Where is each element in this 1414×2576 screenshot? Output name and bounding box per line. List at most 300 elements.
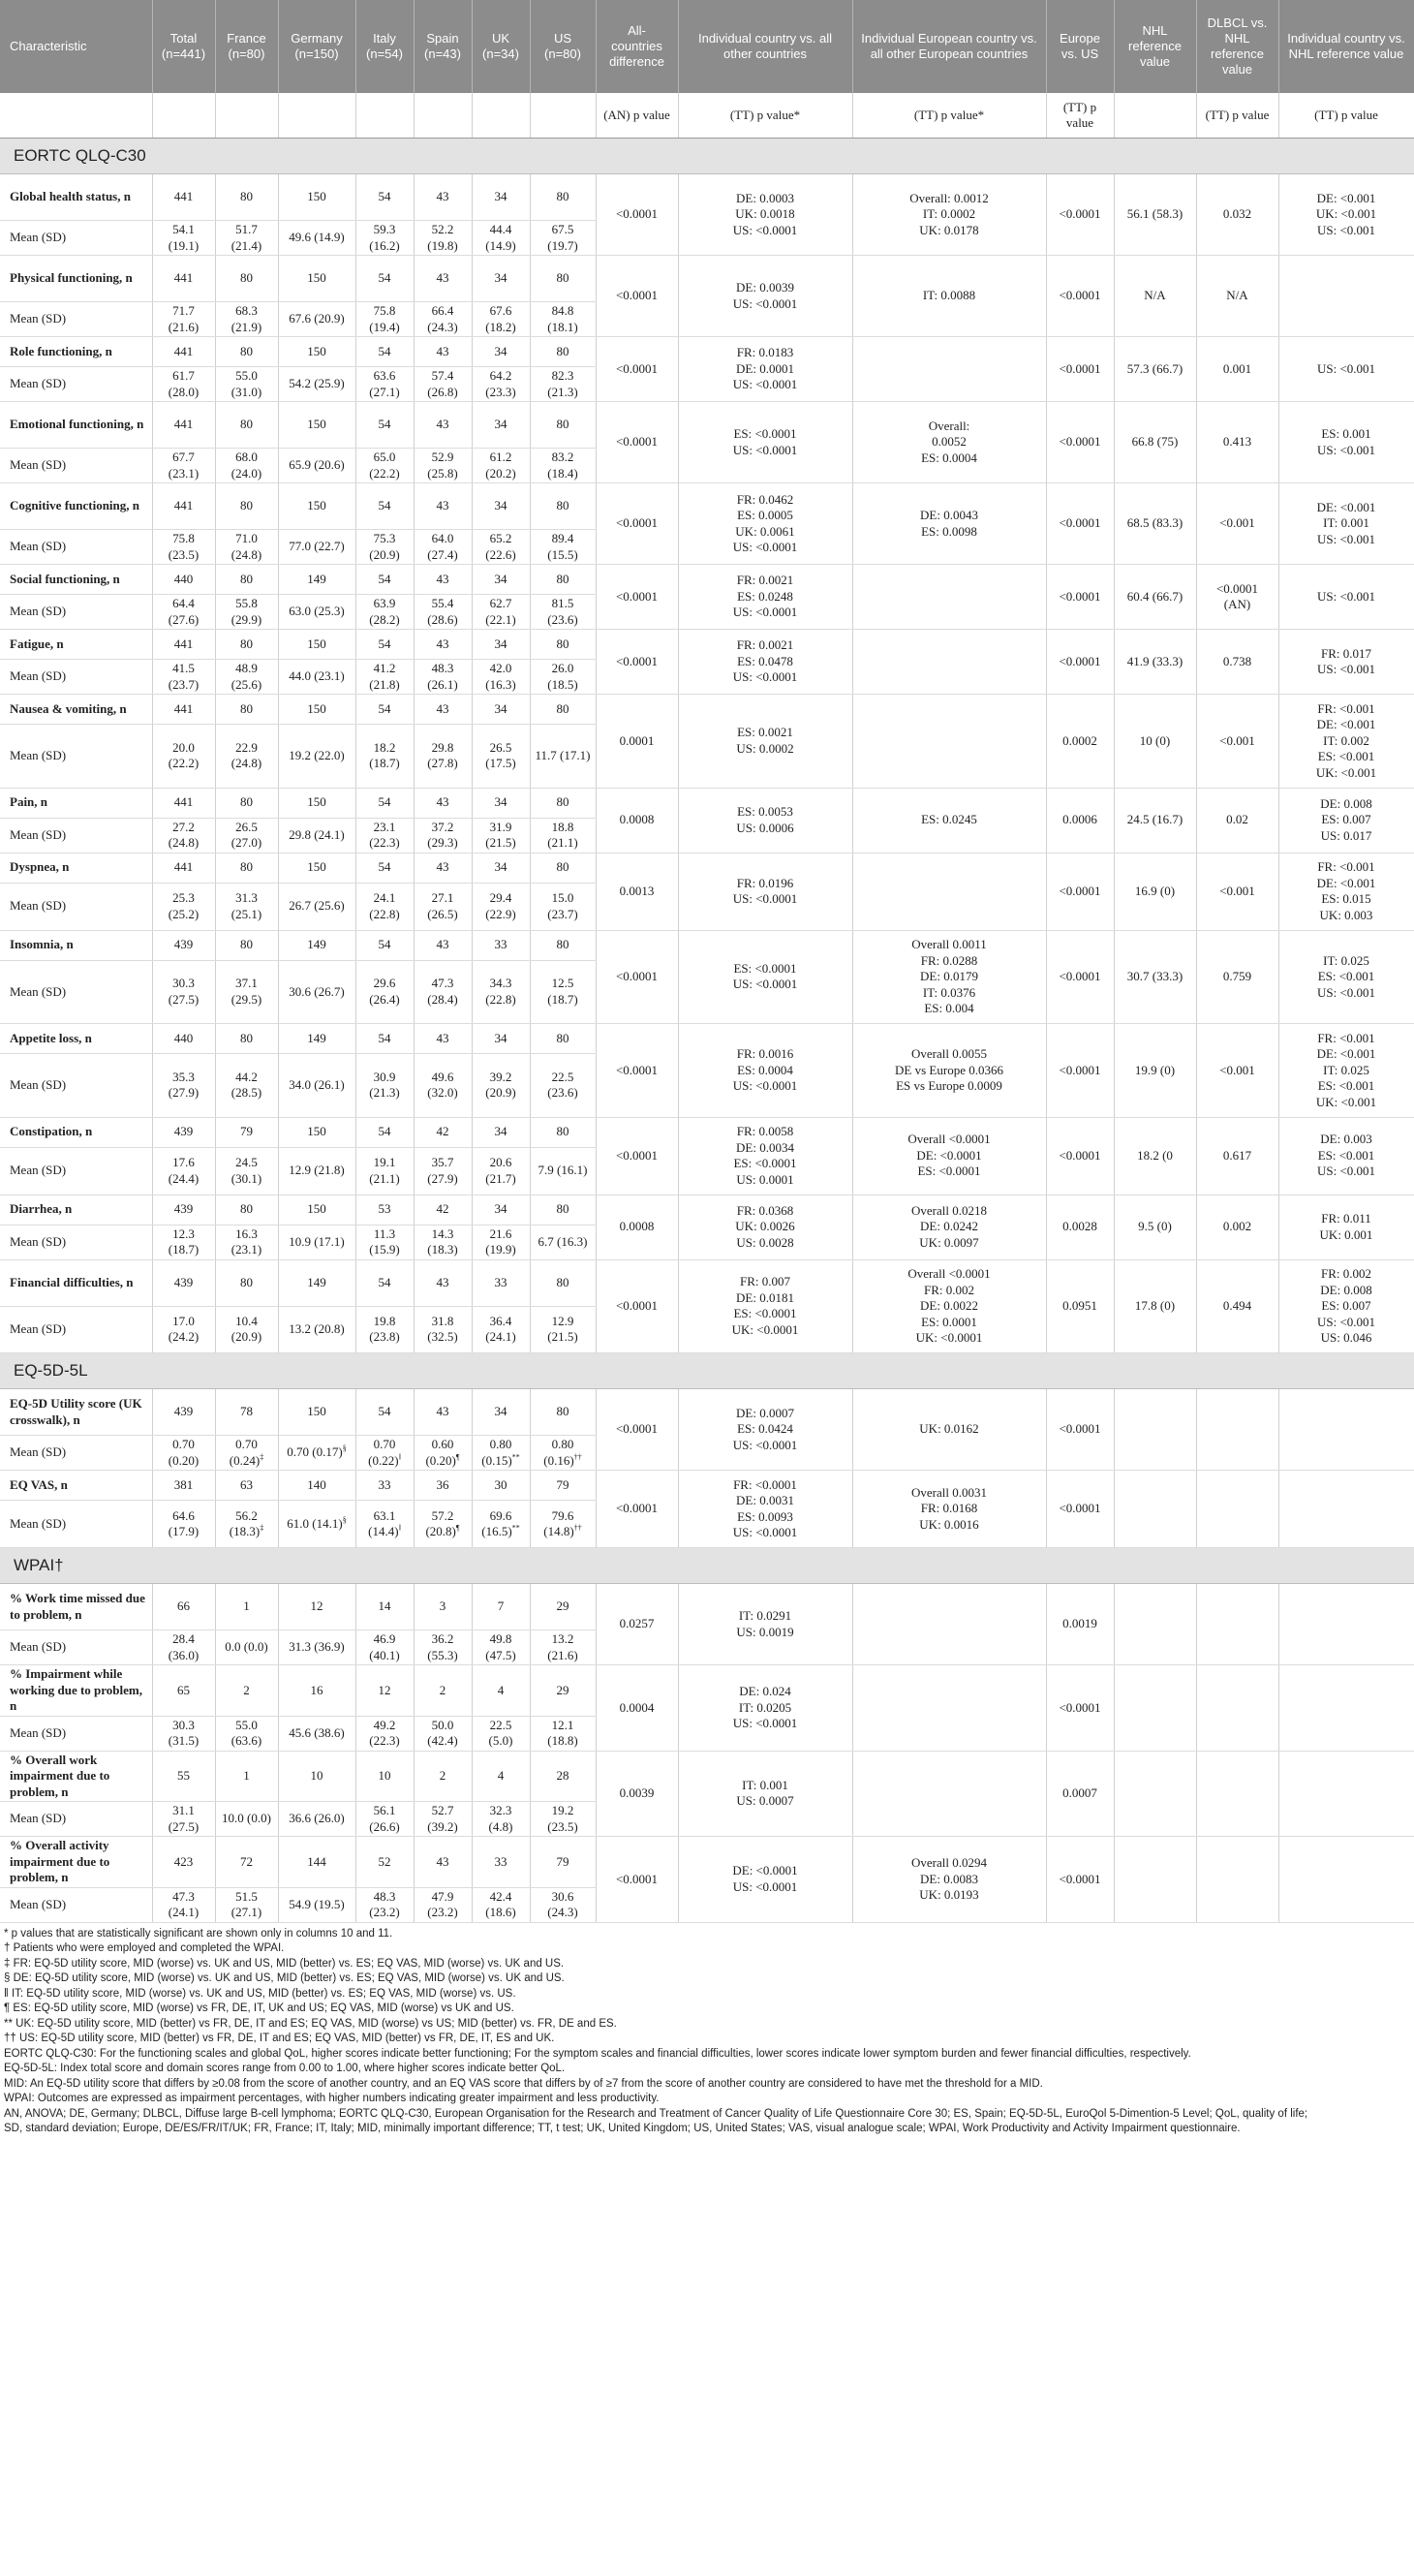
mean-sd-cell: 17.6 (24.4) xyxy=(152,1147,215,1195)
mean-sd-cell: 61.2 (20.2) xyxy=(472,449,530,483)
n-cell: 43 xyxy=(414,695,472,725)
mean-sd-cell: 44.4 (14.9) xyxy=(472,221,530,256)
n-cell: 54 xyxy=(355,256,414,302)
n-cell: 80 xyxy=(215,853,278,883)
n-cell: 80 xyxy=(530,1389,596,1436)
mean-sd-cell: 21.6 (19.9) xyxy=(472,1225,530,1259)
mean-sd-cell: 56.1 (26.6) xyxy=(355,1802,414,1837)
mean-sd-cell: 46.9 (40.1) xyxy=(355,1630,414,1665)
p-value-cell: Overall <0.0001 DE: <0.0001 ES: <0.0001 xyxy=(852,1117,1046,1195)
p-value-cell xyxy=(1196,1584,1278,1665)
p-value-cell xyxy=(852,565,1046,630)
p-value-cell: <0.001 xyxy=(1196,1024,1278,1118)
p-value-cell: 30.7 (33.3) xyxy=(1114,930,1196,1024)
mean-sd-cell: 84.8 (18.1) xyxy=(530,302,596,337)
mean-sd-cell: 6.7 (16.3) xyxy=(530,1225,596,1259)
mean-label: Mean (SD) xyxy=(0,1225,152,1259)
p-value-cell: <0.0001 xyxy=(596,1024,678,1118)
p-value-cell: 0.0039 xyxy=(596,1751,678,1837)
p-value-cell: FR: <0.001 DE: <0.001 ES: 0.015 UK: 0.003 xyxy=(1278,853,1414,930)
mean-label: Mean (SD) xyxy=(0,725,152,789)
p-value-cell: <0.0001 xyxy=(1046,853,1114,930)
mean-sd-cell: 41.2 (21.8) xyxy=(355,660,414,695)
mean-label: Mean (SD) xyxy=(0,302,152,337)
row-label: % Work time missed due to problem, n xyxy=(0,1584,152,1630)
mean-sd-cell: 69.6 (16.5)** xyxy=(472,1501,530,1548)
p-value-cell: 0.0019 xyxy=(1046,1584,1114,1665)
p-value-cell: 0.0002 xyxy=(1046,695,1114,789)
column-header: Individual country vs. all other countries xyxy=(678,0,852,93)
mean-sd-cell: 65.0 (22.2) xyxy=(355,449,414,483)
n-cell: 30 xyxy=(472,1471,530,1501)
mean-sd-cell: 36.6 (26.0) xyxy=(278,1802,355,1837)
p-value-cell: N/A xyxy=(1196,256,1278,337)
p-value-cell: <0.0001 xyxy=(1046,483,1114,565)
column-subheader: (TT) p value xyxy=(1196,93,1278,139)
p-value-cell: 0.0257 xyxy=(596,1584,678,1665)
p-value-cell: FR: 0.011 UK: 0.001 xyxy=(1278,1195,1414,1259)
n-cell: 1 xyxy=(215,1751,278,1802)
n-cell: 43 xyxy=(414,930,472,960)
n-cell: 33 xyxy=(472,930,530,960)
row-label: Fatigue, n xyxy=(0,630,152,660)
n-cell: 34 xyxy=(472,630,530,660)
column-header: UK (n=34) xyxy=(472,0,530,93)
mean-label: Mean (SD) xyxy=(0,1630,152,1665)
mean-sd-cell: 31.1 (27.5) xyxy=(152,1802,215,1837)
mean-sd-cell: 36.4 (24.1) xyxy=(472,1306,530,1353)
n-cell: 34 xyxy=(472,853,530,883)
column-header: Italy (n=54) xyxy=(355,0,414,93)
column-subheader xyxy=(472,93,530,139)
n-cell: 54 xyxy=(355,930,414,960)
row-label: Role functioning, n xyxy=(0,337,152,367)
n-cell: 54 xyxy=(355,1259,414,1306)
table-row xyxy=(0,853,1414,883)
p-value-cell: <0.0001 xyxy=(1046,565,1114,630)
p-value-cell: DE: 0.0007 ES: 0.0424 US: <0.0001 xyxy=(678,1389,852,1471)
n-cell: 150 xyxy=(278,174,355,221)
p-value-cell: <0.0001 xyxy=(1046,1389,1114,1471)
n-cell: 80 xyxy=(215,930,278,960)
p-value-cell: DE: <0.001 IT: 0.001 US: <0.001 xyxy=(1278,483,1414,565)
n-cell: 34 xyxy=(472,695,530,725)
n-cell: 80 xyxy=(215,174,278,221)
n-cell: 80 xyxy=(215,483,278,530)
p-value-cell: FR: 0.0021 ES: 0.0478 US: <0.0001 xyxy=(678,630,852,695)
p-value-cell: <0.0001 xyxy=(596,1389,678,1471)
mean-sd-cell: 26.0 (18.5) xyxy=(530,660,596,695)
p-value-cell: <0.0001 xyxy=(1046,1837,1114,1923)
n-cell: 34 xyxy=(472,1117,530,1147)
mean-sd-cell: 0.70 (0.22)‖ xyxy=(355,1436,414,1471)
mean-sd-cell: 0.70 (0.20) xyxy=(152,1436,215,1471)
n-cell: 63 xyxy=(215,1471,278,1501)
p-value-cell: ES: 0.0245 xyxy=(852,788,1046,853)
n-cell: 34 xyxy=(472,1389,530,1436)
p-value-cell: IT: 0.0291 US: 0.0019 xyxy=(678,1584,852,1665)
mean-sd-cell: 22.5 (23.6) xyxy=(530,1054,596,1118)
n-cell: 80 xyxy=(530,930,596,960)
mean-sd-cell: 30.6 (24.3) xyxy=(530,1887,596,1922)
row-label: Nausea & vomiting, n xyxy=(0,695,152,725)
n-cell: 72 xyxy=(215,1837,278,1888)
p-value-cell: DE: 0.008 ES: 0.007 US: 0.017 xyxy=(1278,788,1414,853)
n-cell: 34 xyxy=(472,565,530,595)
mean-sd-cell: 25.3 (25.2) xyxy=(152,883,215,930)
n-cell: 80 xyxy=(530,256,596,302)
p-value-cell: DE: <0.0001 US: <0.0001 xyxy=(678,1837,852,1923)
column-header: Characteristic xyxy=(0,0,152,93)
n-cell: 150 xyxy=(278,483,355,530)
p-value-cell xyxy=(1114,1584,1196,1665)
section-row xyxy=(0,139,1414,174)
table-row xyxy=(0,1024,1414,1054)
n-cell: 12 xyxy=(278,1584,355,1630)
n-cell: 440 xyxy=(152,1024,215,1054)
mean-sd-cell: 31.3 (25.1) xyxy=(215,883,278,930)
p-value-cell xyxy=(1114,1665,1196,1752)
p-value-cell: 16.9 (0) xyxy=(1114,853,1196,930)
mean-sd-cell: 48.9 (25.6) xyxy=(215,660,278,695)
column-header: Germany (n=150) xyxy=(278,0,355,93)
p-value-cell: <0.0001 xyxy=(1046,256,1114,337)
column-subheader: (AN) p value xyxy=(596,93,678,139)
n-cell: 34 xyxy=(472,337,530,367)
n-cell: 36 xyxy=(414,1471,472,1501)
p-value-cell: <0.0001 xyxy=(1046,1665,1114,1752)
p-value-cell: 0.617 xyxy=(1196,1117,1278,1195)
mean-sd-cell: 47.3 (28.4) xyxy=(414,960,472,1024)
mean-sd-cell: 0.80 (0.16)†† xyxy=(530,1436,596,1471)
n-cell: 34 xyxy=(472,174,530,221)
mean-sd-cell: 75.8 (19.4) xyxy=(355,302,414,337)
mean-sd-cell: 64.4 (27.6) xyxy=(152,595,215,630)
row-label: Insomnia, n xyxy=(0,930,152,960)
p-value-cell: FR: 0.017 US: <0.001 xyxy=(1278,630,1414,695)
mean-label: Mean (SD) xyxy=(0,1716,152,1751)
p-value-cell: FR: 0.007 DE: 0.0181 ES: <0.0001 UK: <0.0001 xyxy=(678,1259,852,1353)
p-value-cell: Overall 0.0031 FR: 0.0168 UK: 0.0016 xyxy=(852,1471,1046,1548)
n-cell: 80 xyxy=(215,630,278,660)
mean-sd-cell: 67.6 (18.2) xyxy=(472,302,530,337)
p-value-cell: 56.1 (58.3) xyxy=(1114,174,1196,256)
p-value-cell: <0.0001 xyxy=(596,1259,678,1353)
p-value-cell: FR: 0.0016 ES: 0.0004 US: <0.0001 xyxy=(678,1024,852,1118)
n-cell: 80 xyxy=(530,1195,596,1225)
n-cell: 80 xyxy=(215,1259,278,1306)
n-cell: 80 xyxy=(530,695,596,725)
n-cell: 54 xyxy=(355,565,414,595)
footnote-line: ‡ FR: EQ-5D utility score, MID (worse) vs. UK and US, MID (better) vs. ES; EQ VAS, MID (worse) vs. UK and US. xyxy=(4,1957,565,1970)
mean-sd-cell: 17.0 (24.2) xyxy=(152,1306,215,1353)
p-value-cell xyxy=(1278,1751,1414,1837)
mean-sd-cell: 54.2 (25.9) xyxy=(278,367,355,402)
p-value-cell: 17.8 (0) xyxy=(1114,1259,1196,1353)
n-cell: 441 xyxy=(152,337,215,367)
mean-sd-cell: 0.70 (0.24)‡ xyxy=(215,1436,278,1471)
n-cell: 42 xyxy=(414,1195,472,1225)
mean-label: Mean (SD) xyxy=(0,1802,152,1837)
mean-sd-cell: 26.5 (17.5) xyxy=(472,725,530,789)
p-value-cell: <0.0001 xyxy=(1046,402,1114,483)
n-cell: 80 xyxy=(215,695,278,725)
row-label: % Overall work impairment due to problem, n xyxy=(0,1751,152,1802)
mean-sd-cell: 68.3 (21.9) xyxy=(215,302,278,337)
mean-sd-cell: 19.2 (23.5) xyxy=(530,1802,596,1837)
p-value-cell: UK: 0.0162 xyxy=(852,1389,1046,1471)
p-value-cell: <0.0001 xyxy=(1046,337,1114,402)
mean-sd-cell: 63.9 (28.2) xyxy=(355,595,414,630)
mean-sd-cell: 82.3 (21.3) xyxy=(530,367,596,402)
n-cell: 33 xyxy=(472,1259,530,1306)
column-subheader: (TT) p value xyxy=(1046,93,1114,139)
n-cell: 34 xyxy=(472,1195,530,1225)
n-cell: 140 xyxy=(278,1471,355,1501)
p-value-cell: DE: 0.0003 UK: 0.0018 US: <0.0001 xyxy=(678,174,852,256)
p-value-cell: 0.0951 xyxy=(1046,1259,1114,1353)
mean-sd-cell: 71.7 (21.6) xyxy=(152,302,215,337)
p-value-cell: 0.0004 xyxy=(596,1665,678,1752)
p-value-cell xyxy=(852,1665,1046,1752)
mean-sd-cell: 31.8 (32.5) xyxy=(414,1306,472,1353)
p-value-cell: FR: 0.0021 ES: 0.0248 US: <0.0001 xyxy=(678,565,852,630)
p-value-cell: 0.738 xyxy=(1196,630,1278,695)
table-row xyxy=(0,1389,1414,1436)
n-cell: 441 xyxy=(152,788,215,818)
n-cell: 439 xyxy=(152,1389,215,1436)
n-cell: 439 xyxy=(152,1117,215,1147)
table-row xyxy=(0,788,1414,818)
p-value-cell: 0.413 xyxy=(1196,402,1278,483)
footnotes xyxy=(0,1923,1414,2137)
n-cell: 54 xyxy=(355,1389,414,1436)
n-cell: 80 xyxy=(215,1024,278,1054)
p-value-cell: 0.032 xyxy=(1196,174,1278,256)
mean-sd-cell: 64.6 (17.9) xyxy=(152,1501,215,1548)
n-cell: 381 xyxy=(152,1471,215,1501)
mean-sd-cell: 44.0 (23.1) xyxy=(278,660,355,695)
mean-sd-cell: 12.5 (18.7) xyxy=(530,960,596,1024)
p-value-cell xyxy=(1114,1389,1196,1471)
n-cell: 42 xyxy=(414,1117,472,1147)
n-cell: 80 xyxy=(215,788,278,818)
mean-sd-cell: 75.8 (23.5) xyxy=(152,530,215,565)
p-value-cell: IT: 0.001 US: 0.0007 xyxy=(678,1751,852,1837)
n-cell: 54 xyxy=(355,174,414,221)
p-value-cell: <0.0001 xyxy=(596,256,678,337)
p-value-cell xyxy=(1196,1837,1278,1923)
p-value-cell: Overall: 0.0052 ES: 0.0004 xyxy=(852,402,1046,483)
n-cell: 441 xyxy=(152,695,215,725)
column-subheader xyxy=(215,93,278,139)
table-row xyxy=(0,1751,1414,1802)
mean-sd-cell: 34.3 (22.8) xyxy=(472,960,530,1024)
p-value-cell: 0.0008 xyxy=(596,1195,678,1259)
mean-sd-cell: 0.70 (0.17)§ xyxy=(278,1436,355,1471)
mean-sd-cell: 22.5 (5.0) xyxy=(472,1716,530,1751)
p-value-cell: <0.0001 xyxy=(596,1471,678,1548)
mean-sd-cell: 55.0 (31.0) xyxy=(215,367,278,402)
mean-label: Mean (SD) xyxy=(0,1054,152,1118)
mean-sd-cell: 37.2 (29.3) xyxy=(414,818,472,853)
table-header-row xyxy=(0,0,1414,93)
footnote-line: ‖ IT: EQ-5D utility score, MID (worse) vs. UK and US, MID (better) vs. ES; EQ VAS, MID (worse) vs. US. xyxy=(4,1987,516,2000)
mean-sd-cell: 36.2 (55.3) xyxy=(414,1630,472,1665)
mean-sd-cell: 7.9 (16.1) xyxy=(530,1147,596,1195)
n-cell: 12 xyxy=(355,1665,414,1717)
n-cell: 80 xyxy=(530,174,596,221)
footnote-line: * p values that are statistically significant are shown only in columns 10 and 11. xyxy=(4,1927,393,1940)
mean-sd-cell: 42.4 (18.6) xyxy=(472,1887,530,1922)
p-value-cell: FR: 0.0196 US: <0.0001 xyxy=(678,853,852,930)
n-cell: 150 xyxy=(278,256,355,302)
mean-sd-cell: 77.0 (22.7) xyxy=(278,530,355,565)
n-cell: 440 xyxy=(152,565,215,595)
footnote-line: SD, standard deviation; Europe, DE/ES/FR/IT/UK; FR, France; IT, Italy; MID, minimally important difference; TT, t test; UK, United Kingdom; US, United States; VAS, visual analogue scale; WPAI, Work Productivity and Activity Impairment questionnaire. xyxy=(4,2123,1241,2134)
mean-sd-cell: 55.8 (29.9) xyxy=(215,595,278,630)
n-cell: 80 xyxy=(530,337,596,367)
mean-sd-cell: 23.1 (22.3) xyxy=(355,818,414,853)
n-cell: 7 xyxy=(472,1584,530,1630)
p-value-cell xyxy=(852,630,1046,695)
mean-label: Mean (SD) xyxy=(0,1147,152,1195)
mean-sd-cell: 61.0 (14.1)§ xyxy=(278,1501,355,1548)
table-row xyxy=(0,174,1414,221)
mean-sd-cell: 55.0 (63.6) xyxy=(215,1716,278,1751)
mean-sd-cell: 45.6 (38.6) xyxy=(278,1716,355,1751)
n-cell: 54 xyxy=(355,1117,414,1147)
p-value-cell: FR: <0.0001 DE: 0.0031 ES: 0.0093 US: <0.0001 xyxy=(678,1471,852,1548)
mean-sd-cell: 10.4 (20.9) xyxy=(215,1306,278,1353)
p-value-cell: <0.0001 xyxy=(1046,1024,1114,1118)
p-value-cell xyxy=(852,1751,1046,1837)
mean-sd-cell: 65.9 (20.6) xyxy=(278,449,355,483)
n-cell: 441 xyxy=(152,256,215,302)
p-value-cell xyxy=(852,853,1046,930)
p-value-cell: ES: 0.0021 US: 0.0002 xyxy=(678,695,852,789)
n-cell: 34 xyxy=(472,1024,530,1054)
mean-sd-cell: 35.7 (27.9) xyxy=(414,1147,472,1195)
p-value-cell xyxy=(1196,1665,1278,1752)
p-value-cell: DE: 0.024 IT: 0.0205 US: <0.0001 xyxy=(678,1665,852,1752)
row-label: Physical functioning, n xyxy=(0,256,152,302)
mean-label: Mean (SD) xyxy=(0,367,152,402)
p-value-cell: 9.5 (0) xyxy=(1114,1195,1196,1259)
row-label: Appetite loss, n xyxy=(0,1024,152,1054)
p-value-cell: 0.494 xyxy=(1196,1259,1278,1353)
table-subheader-row xyxy=(0,93,1414,139)
n-cell: 10 xyxy=(355,1751,414,1802)
p-value-cell: <0.0001 xyxy=(1046,1117,1114,1195)
n-cell: 2 xyxy=(414,1751,472,1802)
n-cell: 441 xyxy=(152,630,215,660)
p-value-cell: FR: <0.001 DE: <0.001 IT: 0.025 ES: <0.001 UK: <0.001 xyxy=(1278,1024,1414,1118)
p-value-cell xyxy=(1196,1389,1278,1471)
n-cell: 1 xyxy=(215,1584,278,1630)
p-value-cell: 18.2 (0 xyxy=(1114,1117,1196,1195)
p-value-cell: FR: 0.0183 DE: 0.0001 US: <0.0001 xyxy=(678,337,852,402)
n-cell: 43 xyxy=(414,1389,472,1436)
p-value-cell xyxy=(1278,1665,1414,1752)
p-value-cell: <0.0001 (AN) xyxy=(1196,565,1278,630)
n-cell: 149 xyxy=(278,1259,355,1306)
p-value-cell: 0.001 xyxy=(1196,337,1278,402)
n-cell: 80 xyxy=(215,565,278,595)
mean-sd-cell: 32.3 (4.8) xyxy=(472,1802,530,1837)
n-cell: 80 xyxy=(215,1195,278,1225)
mean-label: Mean (SD) xyxy=(0,595,152,630)
p-value-cell: 24.5 (16.7) xyxy=(1114,788,1196,853)
n-cell: 33 xyxy=(355,1471,414,1501)
table-row xyxy=(0,695,1414,725)
n-cell: 441 xyxy=(152,483,215,530)
footnote-line: § DE: EQ-5D utility score, MID (worse) vs. UK and US, MID (better) vs. ES; EQ VAS, MID (worse) vs. UK and US. xyxy=(4,1972,565,1984)
mean-sd-cell: 0.60 (0.20)¶ xyxy=(414,1436,472,1471)
mean-sd-cell: 81.5 (23.6) xyxy=(530,595,596,630)
mean-sd-cell: 49.8 (47.5) xyxy=(472,1630,530,1665)
n-cell: 439 xyxy=(152,1259,215,1306)
p-value-cell xyxy=(1196,1471,1278,1548)
row-label: Global health status, n xyxy=(0,174,152,221)
mean-sd-cell: 71.0 (24.8) xyxy=(215,530,278,565)
n-cell: 54 xyxy=(355,788,414,818)
p-value-cell: 60.4 (66.7) xyxy=(1114,565,1196,630)
n-cell: 439 xyxy=(152,1195,215,1225)
n-cell: 150 xyxy=(278,630,355,660)
n-cell: 34 xyxy=(472,483,530,530)
n-cell: 29 xyxy=(530,1665,596,1717)
column-subheader: (TT) p value* xyxy=(852,93,1046,139)
n-cell: 54 xyxy=(355,853,414,883)
p-value-cell: <0.0001 xyxy=(596,174,678,256)
p-value-cell: Overall 0.0055 DE vs Europe 0.0366 ES vs Europe 0.0009 xyxy=(852,1024,1046,1118)
p-value-cell: <0.0001 xyxy=(596,565,678,630)
n-cell: 33 xyxy=(472,1837,530,1888)
p-value-cell: 0.759 xyxy=(1196,930,1278,1024)
n-cell: 150 xyxy=(278,1195,355,1225)
p-value-cell: <0.0001 xyxy=(596,483,678,565)
mean-sd-cell: 63.1 (14.4)‖ xyxy=(355,1501,414,1548)
p-value-cell: Overall 0.0218 DE: 0.0242 UK: 0.0097 xyxy=(852,1195,1046,1259)
mean-label: Mean (SD) xyxy=(0,1306,152,1353)
section-row xyxy=(0,1548,1414,1584)
n-cell: 80 xyxy=(215,402,278,449)
p-value-cell: US: <0.001 xyxy=(1278,565,1414,630)
n-cell: 54 xyxy=(355,483,414,530)
row-label: Constipation, n xyxy=(0,1117,152,1147)
mean-sd-cell: 29.8 (27.8) xyxy=(414,725,472,789)
column-header: Europe vs. US xyxy=(1046,0,1114,93)
n-cell: 55 xyxy=(152,1751,215,1802)
n-cell: 80 xyxy=(215,256,278,302)
p-value-cell: DE: <0.001 UK: <0.001 US: <0.001 xyxy=(1278,174,1414,256)
p-value-cell: <0.0001 xyxy=(1046,174,1114,256)
table-row xyxy=(0,565,1414,595)
p-value-cell: FR: <0.001 DE: <0.001 IT: 0.002 ES: <0.001 UK: <0.001 xyxy=(1278,695,1414,789)
p-value-cell: Overall 0.0294 DE: 0.0083 UK: 0.0193 xyxy=(852,1837,1046,1923)
p-value-cell: 68.5 (83.3) xyxy=(1114,483,1196,565)
n-cell: 79 xyxy=(530,1471,596,1501)
n-cell: 43 xyxy=(414,1837,472,1888)
mean-sd-cell: 67.6 (20.9) xyxy=(278,302,355,337)
p-value-cell: FR: 0.0058 DE: 0.0034 ES: <0.0001 US: 0.0001 xyxy=(678,1117,852,1195)
mean-sd-cell: 41.5 (23.7) xyxy=(152,660,215,695)
mean-label: Mean (SD) xyxy=(0,960,152,1024)
mean-sd-cell: 24.1 (22.8) xyxy=(355,883,414,930)
n-cell: 54 xyxy=(355,695,414,725)
mean-sd-cell: 30.9 (21.3) xyxy=(355,1054,414,1118)
